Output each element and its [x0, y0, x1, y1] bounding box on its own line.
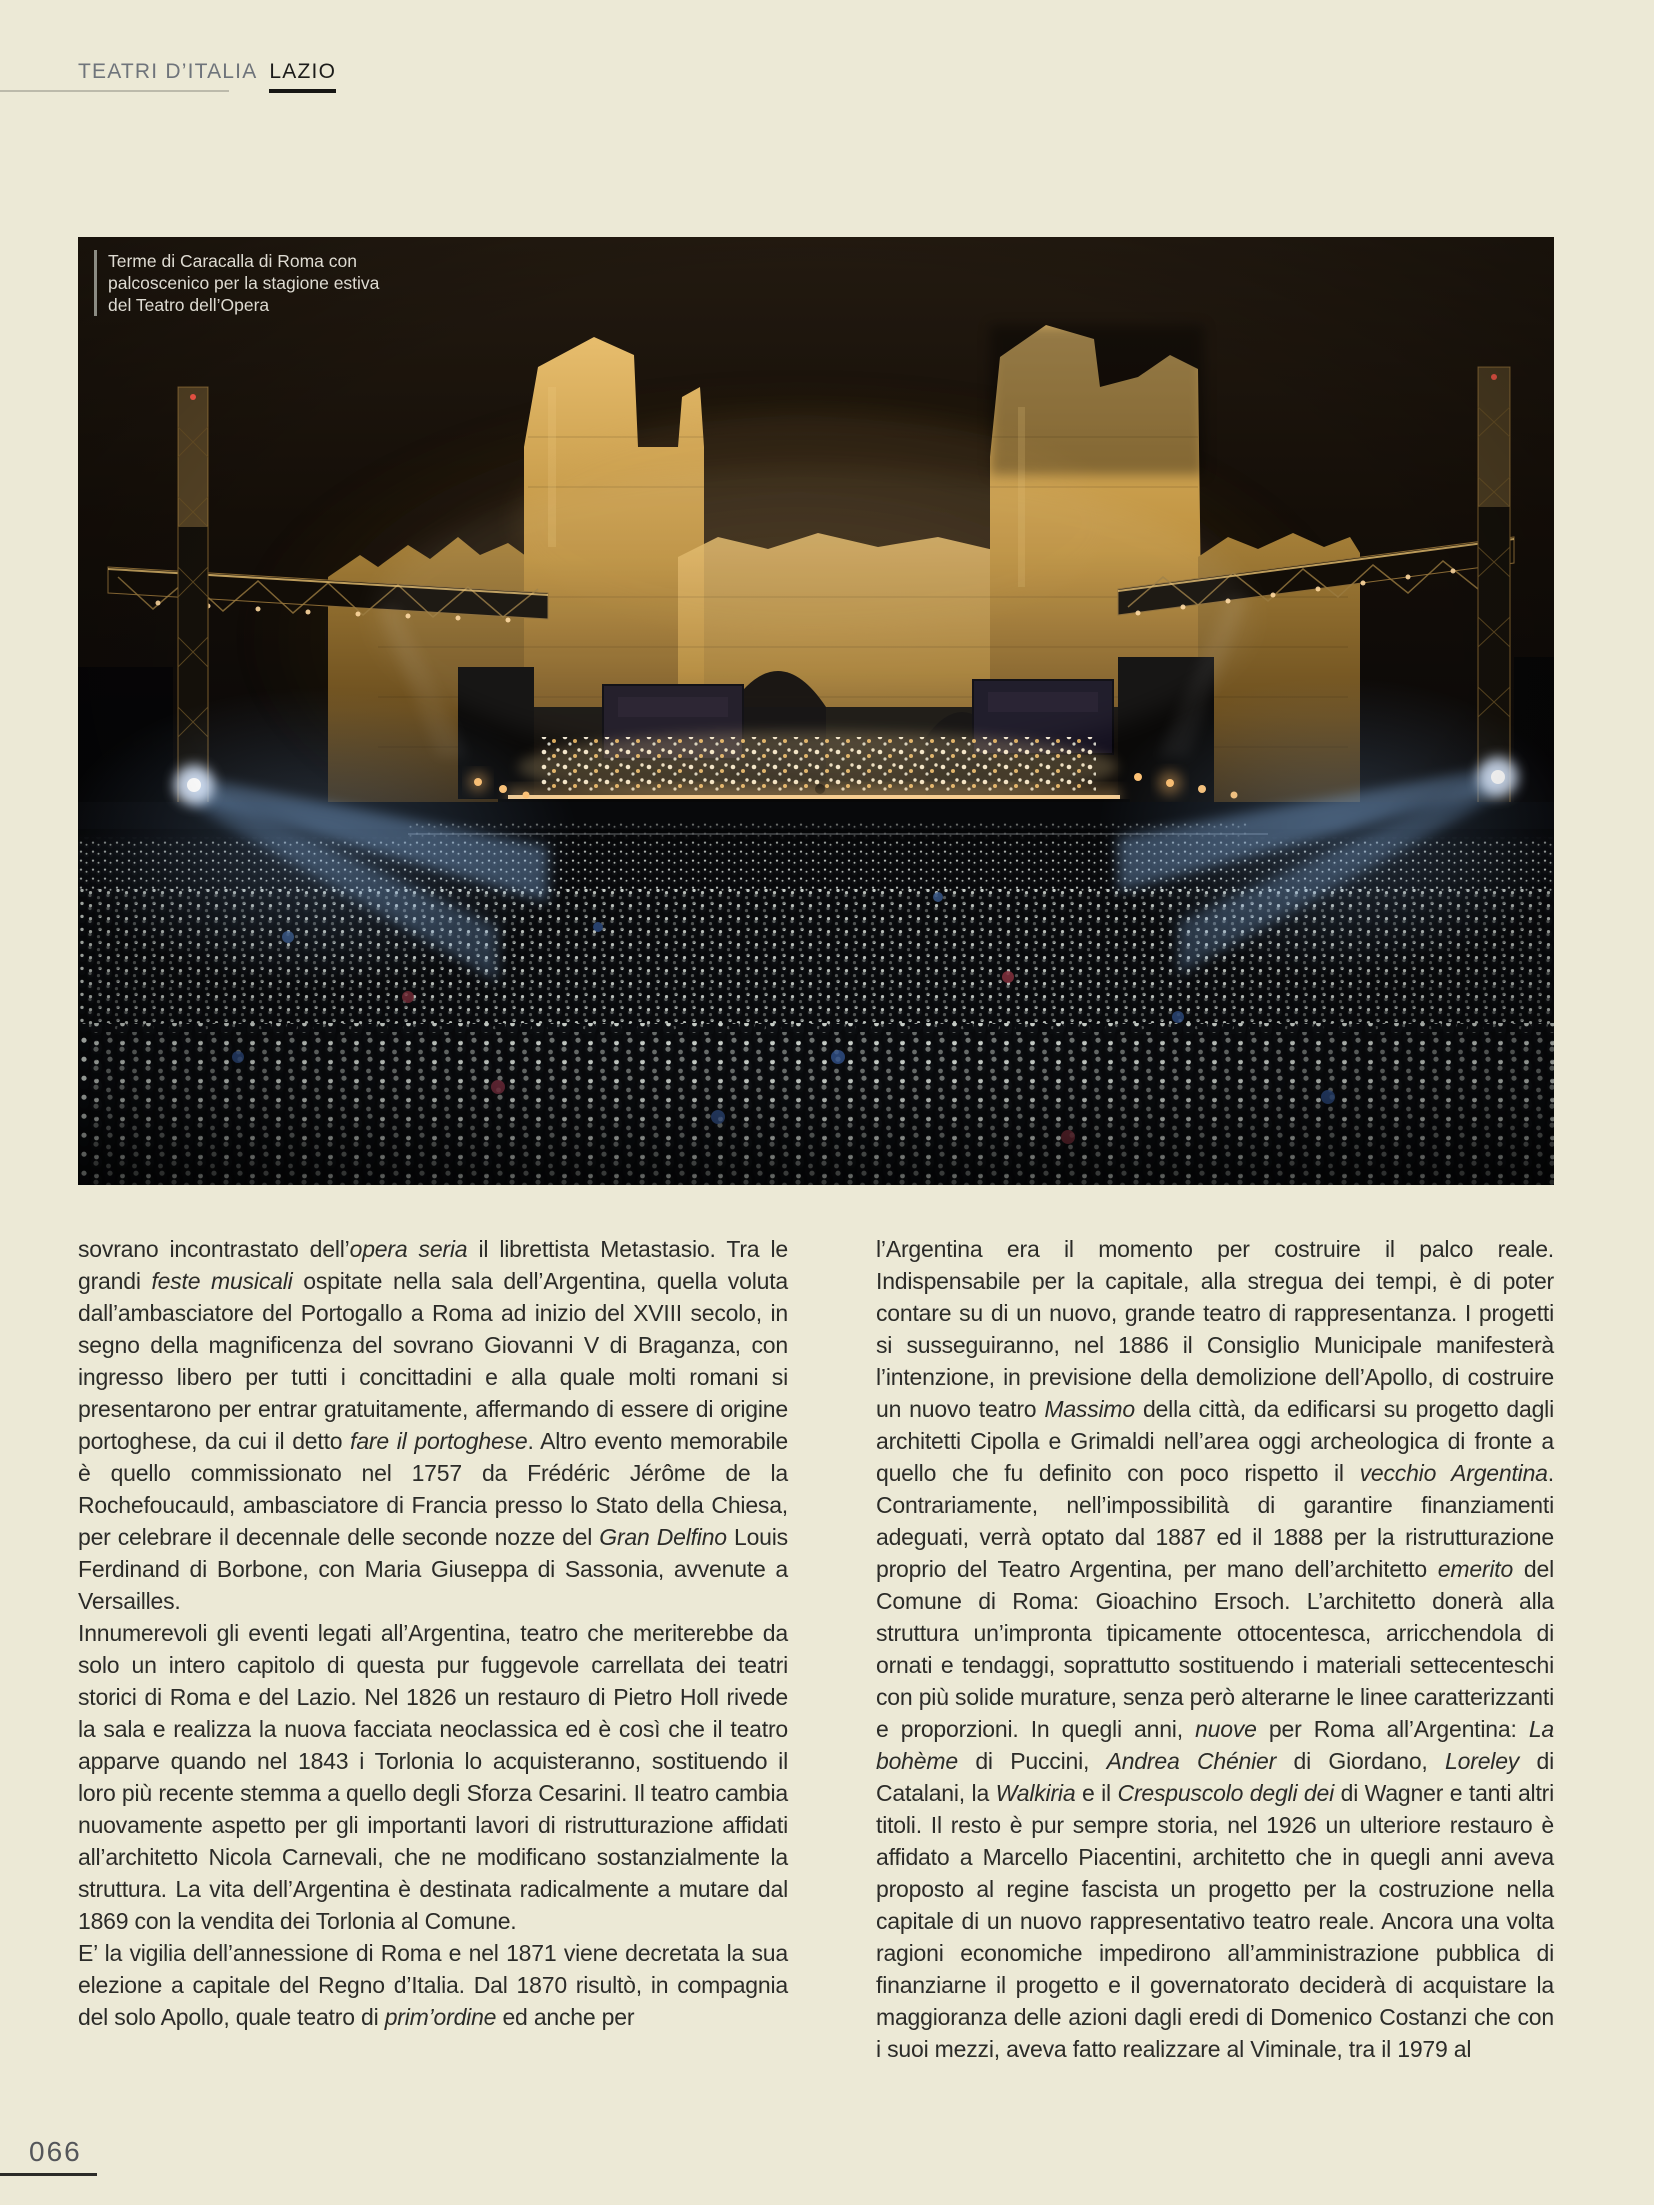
concert-photo	[78, 237, 1554, 1185]
page-header	[78, 60, 336, 93]
article-column-right	[876, 1233, 1554, 2065]
page-number-rule	[0, 2173, 97, 2176]
article-body	[78, 1233, 1554, 2065]
paragraph: Innumerevoli gli eventi legati all’Argentina, teatro che meriterebbe da solo un intero capitolo di questa pur fuggevole carrellata dei teatri storici di Roma e del Lazio. Nel 1826 un restauro di Pietro Holl rivede la sala e realizza la nuova facciata neoclassica ed è così che il teatro apparve quando nel 1843 i Torlonia lo acquisteranno, sostituendo il loro più recente stemma a quello degli Sforza Cesarini. Il teatro cambia nuovamente aspetto per gli importanti lavori di ristrutturazione affidati all’architetto Nicola Carnevali, che ne modificano sostanzialmente la struttura. La vita dell’Argentina è destinata radicalmente a mutare dal 1869 con la vendita dei Torlonia al Comune.	[78, 1620, 788, 1934]
page-number: 066	[29, 2136, 82, 2167]
photo-caption: Terme di Caracalla di Roma con palcoscenico per la stagione estiva del Teatro dell’Opera	[94, 250, 394, 316]
paragraph: sovrano incontrastato dell’opera seria il librettista Metastasio. Tra le grandi feste musicali ospitate nella sala dell’Argentina, quella voluta dall’ambasciatore del Portogallo a Roma ad inizio del XVIII secolo, in segno della magnificenza del sovrano Giovanni V di Braganza, con ingresso libero per tutti i concittadini e alla quale molti romani si presentarono per entrar gratuitamente, affermando di essere di origine portoghese, da cui il detto fare il portoghese. Altro evento memorabile è quello commissionato nel 1757 da Frédéric Jérôme de la Rochefoucauld, ambasciatore di Francia presso lo Stato della Chiesa, per celebrare il decennale delle seconde nozze del Gran Delfino Louis Ferdinand di Borbone, con Maria Giuseppa di Sassonia, avvenute a Versailles.	[78, 1236, 789, 1614]
article-column-left	[78, 1233, 788, 2065]
photo-illustration	[78, 237, 1554, 1185]
paragraph: E’ la vigilia dell’annessione di Roma e nel 1871 viene decretata la sua elezione a capitale del Regno d’Italia. Dal 1870 risultò, in compagnia del solo Apollo, quale teatro di prim’ordine ed anche per	[78, 1940, 788, 2030]
series-title: TEATRI D’ITALIA	[78, 60, 258, 83]
paragraph: l’Argentina era il momento per costruire il palco reale. Indispensabile per la capitale, alla stregua dei tempi, è di poter contare su di un nuovo, grande teatro di rappresentanza. I progetti si susseguiranno, nel 1886 il Consiglio Municipale manifesterà l’intenzione, in previsione della demolizione dell’Apollo, di costruire un nuovo teatro Massimo della città, da edificarsi su progetto dagli architetti Cipolla e Grimaldi nell’area oggi archeologica di fronte a quello che fu definito con poco rispetto il vecchio Argentina. Contrariamente, nell’impossibilità di garantire finanziamenti adeguati, verrà optato dal 1887 ed il 1888 per la ristrutturazione proprio del Teatro Argentina, per mano dell’architetto emerito del Comune di Roma: Gioachino Ersoch. L’architetto donerà alla struttura un’impronta tipicamente ottocentesca, arricchendola di ornati e tendaggi, soprattutto sostituendo i materiali settecenteschi con più solide murature, senza però alterarne le linee caratterizzanti e proporzioni. In quegli anni, nuove per Roma all’Argentina: La bohème di Puccini, Andrea Chénier di Giordano, Loreley di Catalani, la Walkiria e il Crespuscolo degli dei di Wagner e tanti altri titoli. Il resto è pur sempre storia, nel 1926 un ulteriore restauro è affidato a Marcello Piacentini, architetto che in quegli anni aveva proposto al regine fascista un progetto per la costruzione nella capitale di un nuovo rappresentativo teatro reale. Ancora una volta ragioni economiche impedirono all’amministrazione pubblica di finanziarne il progetto e il governatorato deciderà di acquistare la maggioranza delle azioni dagli eredi di Domenico Costanzi che con i suoi mezzi, aveva fatto realizzare al Viminale, tra il 1979 al	[876, 1236, 1555, 2062]
section-title: LAZIO	[269, 60, 336, 93]
vignette	[78, 237, 1554, 1185]
